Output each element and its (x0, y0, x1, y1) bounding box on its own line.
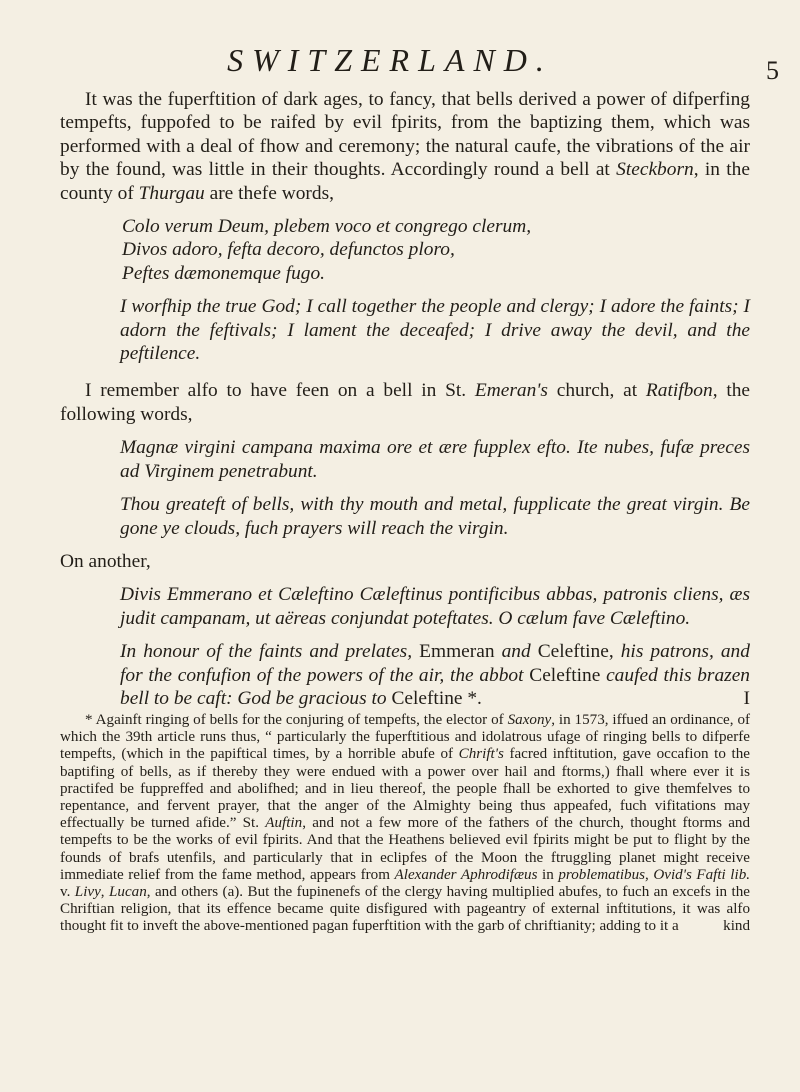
english-translation: In honour of the faints and prelates, Emmeran and Celeftine, his patrons, and for the confufion of the powers of the air, the abbot Celeftine caufed this brazen bell to be caft: God be gracious to Celeftine *. I (120, 641, 751, 709)
footnote-catchword: kind (723, 918, 750, 935)
footnote-text: * Againft ringing of bells for the conjuring of tempefts, the elector of Saxony, in 1573, iffued an ordinance, of which the 39th article runs thus, “ particularly the fuperftitious and idolatrous ufage of ringing bells to difperfe tempefts, (which in the papiftical times, by a horrible abufe of Chrift's facred inftitution, gave occafion to the baptifing of bells, as if thereby they were endued with a power over hail and ftorms,) fhall where ever it is practifed be fuppreffed and abolifhed; and in lieu thereof, the people fhall be exhorted to give themfelves to repentance, and fervent prayer, that the anger of the Almighty being thus appeafed, fuch vifitations may effectually be turned afide.” St. Auftin, and not a few more of the fathers of the church, thought ftorms and tempefts to be the works of evil fpirits. And that the Heathens believed evil fpirits might be put to flight by the founds of brafs utenfils, and particularly that in eclipfes of the Moon the ftruggling planet might receive immediate relief from the fame method, appears from Alexander Aphrodifæus in problematibus, Ovid's Fafti lib. v. Livy, Lucan, and others (a). But the fupinenefs of the clergy having multiplied abufes, to fuch an excefs in the Chriftian religion, that its effence became quite disfigured with pageantry of external inftitutions, it was alfo thought fit to inveft the above-mentioned pagan fuperftition with the garb of chriftianity; adding to it a kind (60, 712, 751, 935)
place-name: Ratifbon (645, 380, 713, 402)
latin-inscription: Magnæ virgini campana maxima ore et ære fupplex efto. Ite nubes, fufæ preces ad Virginem penetrabunt. (120, 437, 750, 482)
running-header: SWITZERLAND. (227, 42, 553, 78)
catchword: I (743, 687, 750, 709)
main-text (60, 88, 750, 710)
place-name: Thurgau (138, 182, 205, 204)
latin-verse-line: Colo verum Deum, plebem voco et congrego clerum, (122, 216, 532, 238)
footnote (60, 712, 750, 936)
paragraph-intro: It was the fuperftition of dark ages, to fancy, that bells derived a power of difperfing tempefts, fuppofed to be raifed by evil fpirits, from the baptizing them, which was performed with a deal of fhow and ceremony; the natural caufe, the vibrations of the air by the found, was little in their thoughts. Accordingly round a bell at Steckborn, in the county of Thurgau are thefe words, (60, 89, 750, 204)
english-translation: I worfhip the true God; I call together the people and clergy; I adore the faints; I adorn the feftivals; I lament the deceafed; I drive away the devil, and the peftilence. (120, 296, 750, 365)
paragraph-ratisbon: I remember alfo to have feen on a bell in St. Emeran's church, at Ratifbon, the following words, (60, 380, 751, 425)
paragraph-another: On another, (60, 550, 151, 572)
latin-verse-line: Divos adoro, fefta decoro, defunctos ploro, (122, 239, 455, 261)
saint-name: Emeran's (474, 380, 548, 402)
latin-verse-line: Peftes dæmonemque fugo. (122, 262, 326, 284)
latin-inscription: Divis Emmerano et Cæleftino Cæleftinus pontificibus abbas, patronis cliens, æs judit campanam, ut aëreas conjundat poteftates. O cælum fave Cæleftino. (120, 584, 750, 629)
page-number: 5 (766, 56, 779, 85)
english-translation: Thou greateft of bells, with thy mouth and metal, fupplicate the great virgin. Be gone ye clouds, fuch prayers will reach the virgin. (120, 494, 750, 539)
place-name: Steckborn (616, 159, 694, 181)
